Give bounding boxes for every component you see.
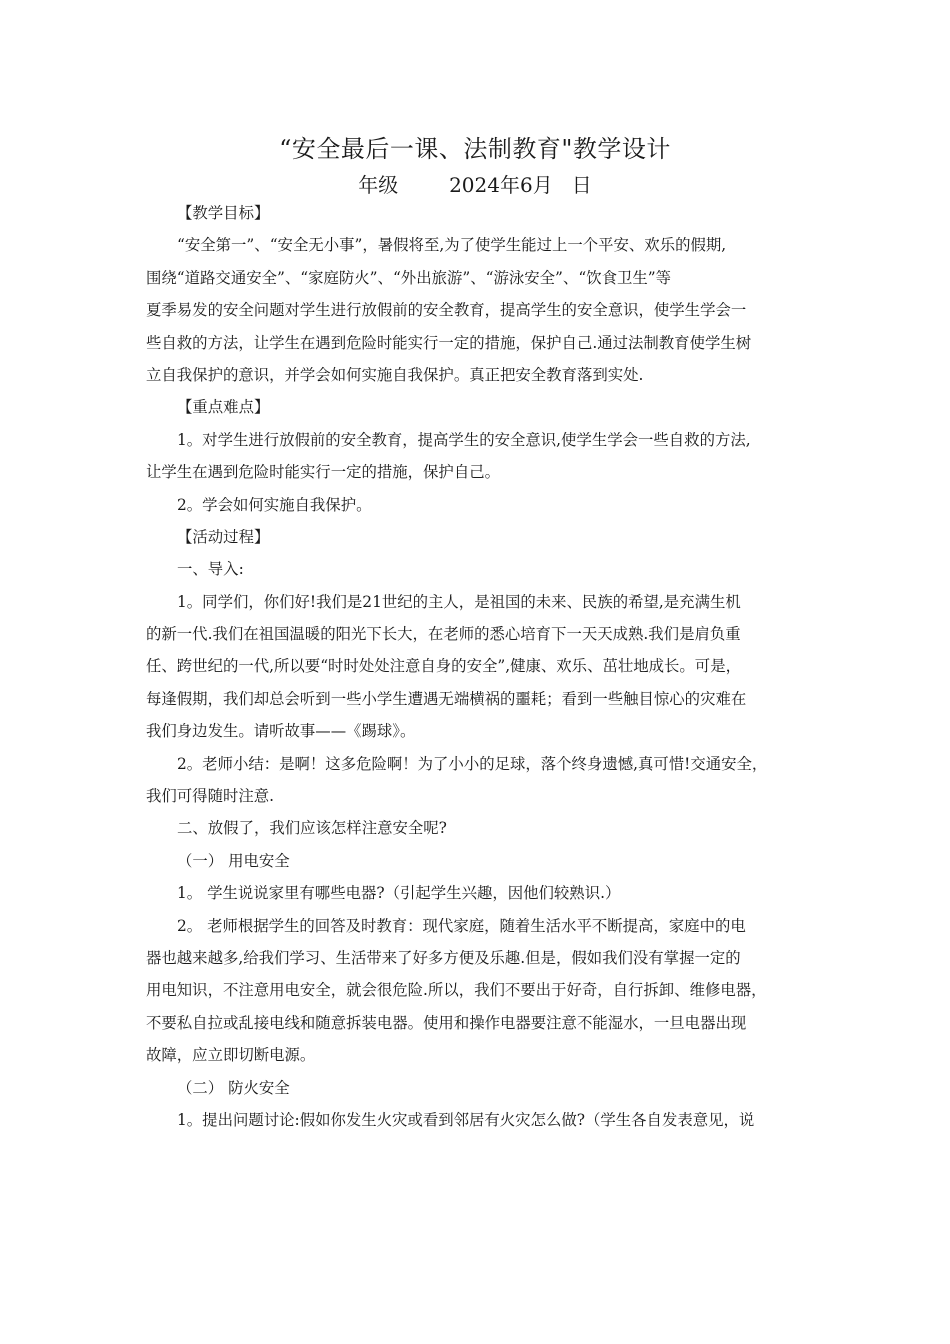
text-line: 每逢假期，我们却总会听到一些小学生遭遇无端横祸的噩耗；看到一些触目惊心的灾难在: [146, 689, 747, 708]
text-line: “安全第一”、“安全无小事”，暑假将至,为了使学生能过上一个平安、欢乐的假期,: [177, 236, 727, 255]
text-line: 【重点难点】: [177, 398, 270, 417]
text-line: 一、导入:: [177, 560, 244, 579]
text-line: 些自救的方法，让学生在遇到危险时能实行一定的措施，保护自己.通过法制教育使学生树: [146, 333, 752, 352]
text-line: 2。老师小结：是啊！这多危险啊！为了小小的足球，落个终身遗憾,真可惜!交通安全，: [177, 754, 768, 773]
text-line: 我们可得随时注意.: [146, 787, 275, 806]
text-line: 不要私自拉或乱接电线和随意拆装电器。使用和操作电器要注意不能湿水，一旦电器出现: [146, 1013, 747, 1032]
text-line: 围绕“道路交通安全”、“家庭防火”、“外出旅游”、“游泳安全”、“饮食卫生”等: [146, 268, 672, 287]
text-line: 任、跨世纪的一代,所以要“时时处处注意自身的安全”,健康、欢乐、茁壮地成长。可是，: [146, 657, 741, 676]
text-line: 用电知识，不注意用电安全，就会很危险.所以，我们不要出于好奇，自行拆卸、维修电器，: [146, 981, 767, 1000]
date-line: 年级 2024年6月 日: [358, 173, 592, 197]
text-line: 器也越来越多,给我们学习、生活带来了好多方便及乐趣.但是，假如我们没有掌握一定的: [146, 948, 741, 967]
text-line: 【活动过程】: [177, 527, 270, 546]
text-line: 2。 老师根据学生的回答及时教育：现代家庭，随着生活水平不断提高，家庭中的电: [177, 916, 746, 935]
text-line: 2。学会如何实施自我保护。: [177, 495, 372, 514]
text-line: 1。对学生进行放假前的安全教育，提高学生的安全意识,使学生学会一些自救的方法,: [177, 430, 751, 449]
text-line: 1。提出问题讨论:假如你发生火灾或看到邻居有火灾怎么做?（学生各自发表意见，说: [177, 1110, 755, 1129]
text-line: 1。同学们，你们好!我们是21世纪的主人，是祖国的未来、民族的希望,是充满生机: [177, 592, 741, 611]
text-line: 1。 学生说说家里有哪些电器?（引起学生兴趣，因他们较熟识.）: [177, 884, 621, 903]
text-line: 故障，应立即切断电源。: [146, 1046, 316, 1065]
text-line: 【教学目标】: [177, 204, 270, 222]
text-line: 的新一代.我们在祖国温暖的阳光下长大，在老师的悉心培育下一天天成熟.我们是肩负重: [146, 625, 741, 644]
text-line: 让学生在遇到危险时能实行一定的措施，保护自己。: [146, 463, 500, 482]
text-line: （一） 用电安全: [177, 851, 290, 870]
text-line: 立自我保护的意识，并学会如何实施自我保护。真正把安全教育落到实处.: [146, 365, 644, 384]
document-title: “安全最后一课、法制教育"教学设计: [279, 135, 671, 163]
text-line: 夏季易发的安全问题对学生进行放假前的安全教育，提高学生的安全意识，使学生学会一: [146, 301, 747, 320]
text-line: 二、放假了，我们应该怎样注意安全呢?: [177, 819, 447, 838]
text-line: 我们身边发生。请听故事——《踢球》。: [146, 722, 416, 741]
text-line: （二） 防火安全: [177, 1078, 290, 1097]
document-body: [146, 197, 814, 1136]
